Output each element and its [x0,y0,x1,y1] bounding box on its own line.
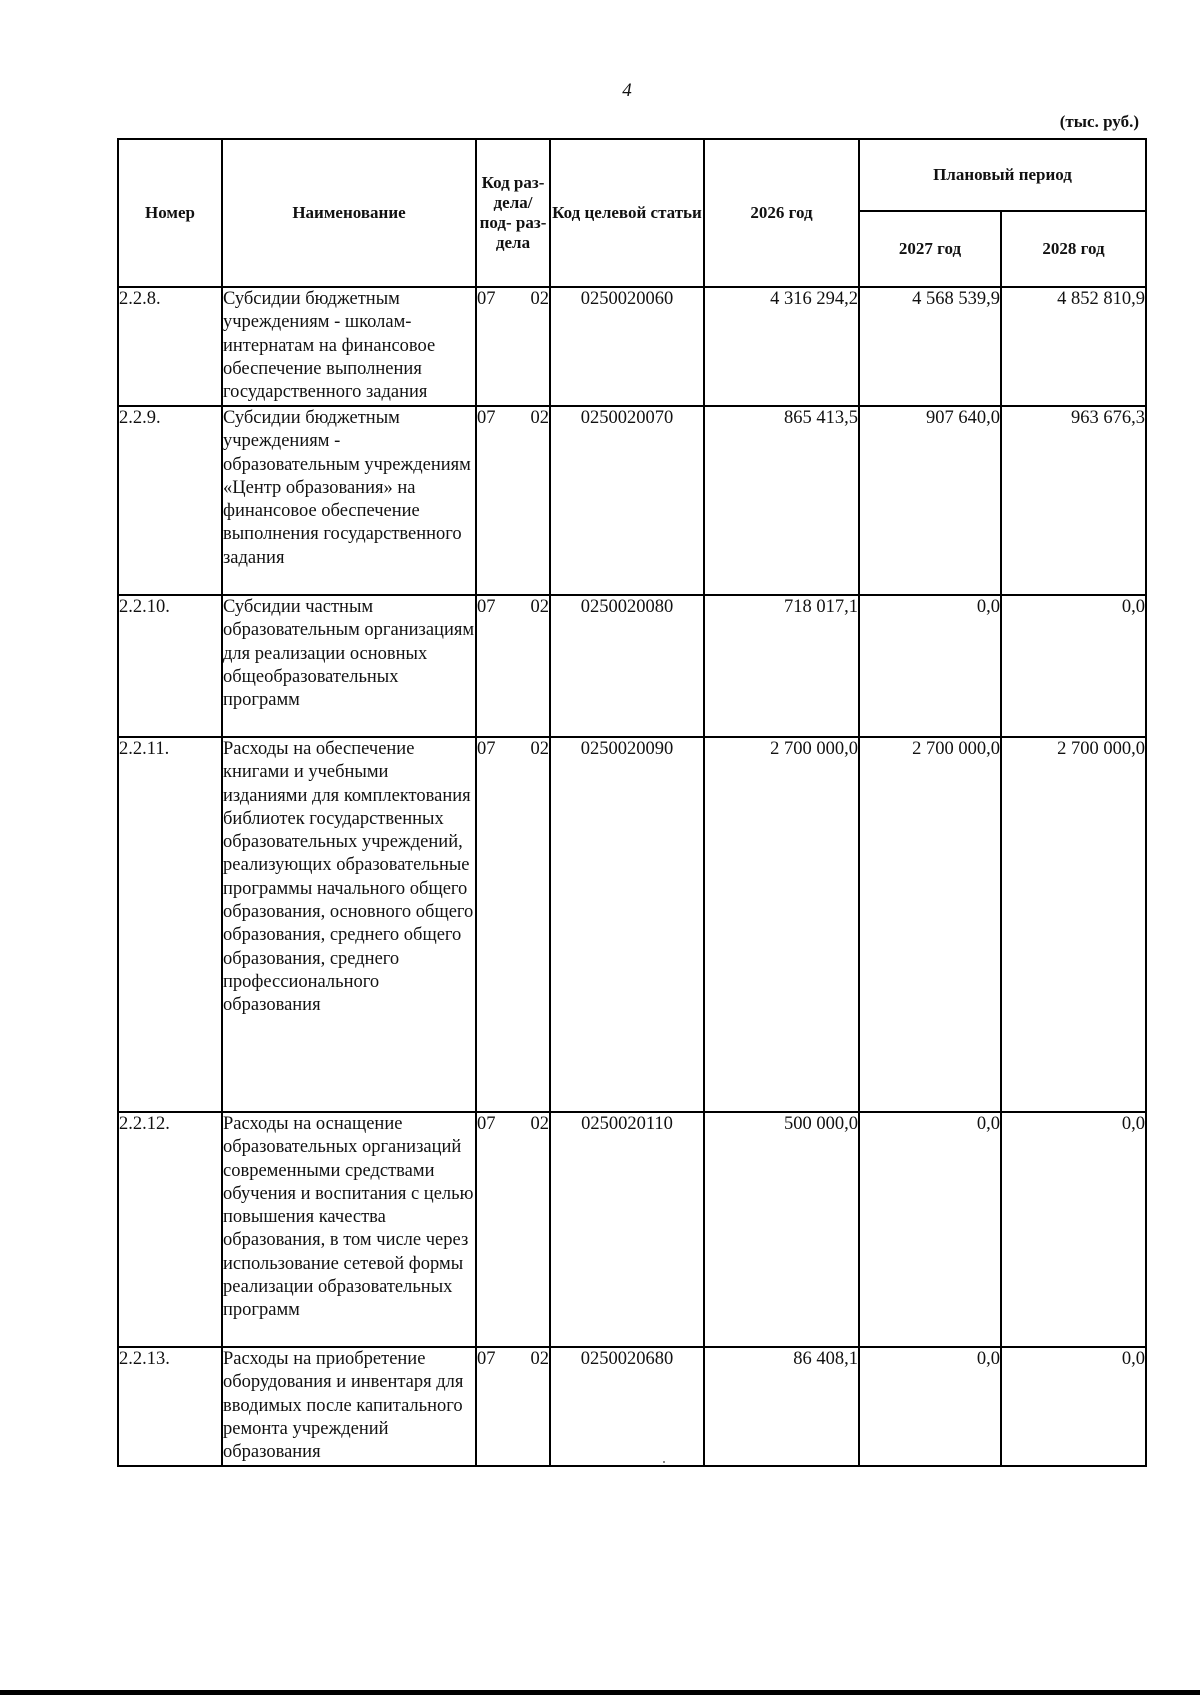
row-podrazdel: 02 [530,408,549,428]
row-name: Расходы на приобретение оборудования и инвентаря для вводимых после капитального ремонта учреждений образования [222,1347,476,1466]
row-number: 2.2.8. [118,287,222,406]
header-number: Номер [118,139,222,287]
row-value-2027: 0,0 [859,595,1001,737]
header-year-2026: 2026 год [704,139,859,287]
row-target-code: 0250020080 [550,595,704,737]
row-value-2028: 0,0 [1001,595,1146,737]
row-name: Расходы на обеспечение книгами и учебными изданиями для комплектования библиотек государственных образовательных учреждений, реализующих образовательные программы начального общего образования, основного общего образования, среднего общего образования, среднего профессионального образования [222,737,476,1112]
scan-bottom-edge [0,1690,1200,1695]
row-value-2028: 0,0 [1001,1112,1146,1347]
row-section-code [476,595,550,737]
row-name: Расходы на оснащение образовательных организаций современными средствами обучения и воспитания с целью повышения качества образования, в том числе через использование сетевой формы реализации образовательных программ [222,1112,476,1347]
row-value-2028: 0,0 [1001,1347,1146,1466]
row-number: 2.2.13. [118,1347,222,1466]
row-target-code: 0250020090 [550,737,704,1112]
row-podrazdel: 02 [530,597,549,617]
row-number: 2.2.11. [118,737,222,1112]
row-number: 2.2.12. [118,1112,222,1347]
row-podrazdel: 02 [530,1114,549,1134]
row-section-code [476,737,550,1112]
row-target-code: 0250020070 [550,406,704,595]
table-row [118,595,1146,737]
row-target-code: 0250020110 [550,1112,704,1347]
table-row [118,1347,1146,1466]
budget-table [117,138,1147,1467]
table-row [118,737,1146,1112]
row-section-code [476,1347,550,1466]
row-value-2027: 0,0 [859,1112,1001,1347]
row-value-2027: 4 568 539,9 [859,287,1001,406]
row-razdel: 07 [477,289,496,309]
row-value-2027: 907 640,0 [859,406,1001,595]
row-name: Субсидии бюджетным учреждениям - образовательным учреждениям «Центр образования» на финансовое обеспечение выполнения государственного задания [222,406,476,595]
row-name: Субсидии бюджетным учреждениям - школам-интернатам на финансовое обеспечение выполнения государственного задания [222,287,476,406]
row-number: 2.2.9. [118,406,222,595]
row-razdel: 07 [477,1349,496,1369]
table-header [118,139,1146,287]
row-section-code [476,287,550,406]
header-planned-period: Плановый период [859,139,1146,211]
row-name: Субсидии частным образовательным организациям для реализации основных общеобразовательных программ [222,595,476,737]
units-label: (тыс. руб.) [1059,112,1139,131]
header-name: Наименование [222,139,476,287]
row-section-code [476,406,550,595]
row-value-2026: 2 700 000,0 [704,737,859,1112]
row-value-2027: 0,0 [859,1347,1001,1466]
row-razdel: 07 [477,1114,496,1134]
row-razdel: 07 [477,597,496,617]
header-target-code: Код целевой статьи [550,139,704,287]
scan-speck [663,1461,665,1463]
row-podrazdel: 02 [530,739,549,759]
row-podrazdel: 02 [530,289,549,309]
row-razdel: 07 [477,739,496,759]
row-value-2028: 4 852 810,9 [1001,287,1146,406]
row-value-2026: 718 017,1 [704,595,859,737]
row-number: 2.2.10. [118,595,222,737]
row-podrazdel: 02 [530,1349,549,1369]
table-row [118,287,1146,406]
row-target-code: 0250020060 [550,287,704,406]
row-value-2026: 4 316 294,2 [704,287,859,406]
row-value-2026: 500 000,0 [704,1112,859,1347]
header-razdel-code: Код раз- дела/ под- раз- дела [476,139,550,287]
row-value-2028: 963 676,3 [1001,406,1146,595]
row-value-2028: 2 700 000,0 [1001,737,1146,1112]
header-year-2028: 2028 год [1001,211,1146,287]
row-razdel: 07 [477,408,496,428]
row-section-code [476,1112,550,1347]
table-row [118,1112,1146,1347]
header-year-2027: 2027 год [859,211,1001,287]
table-row [118,406,1146,595]
row-value-2027: 2 700 000,0 [859,737,1001,1112]
row-target-code: 0250020680 [550,1347,704,1466]
row-value-2026: 86 408,1 [704,1347,859,1466]
row-value-2026: 865 413,5 [704,406,859,595]
page-number: 4 [622,80,632,101]
